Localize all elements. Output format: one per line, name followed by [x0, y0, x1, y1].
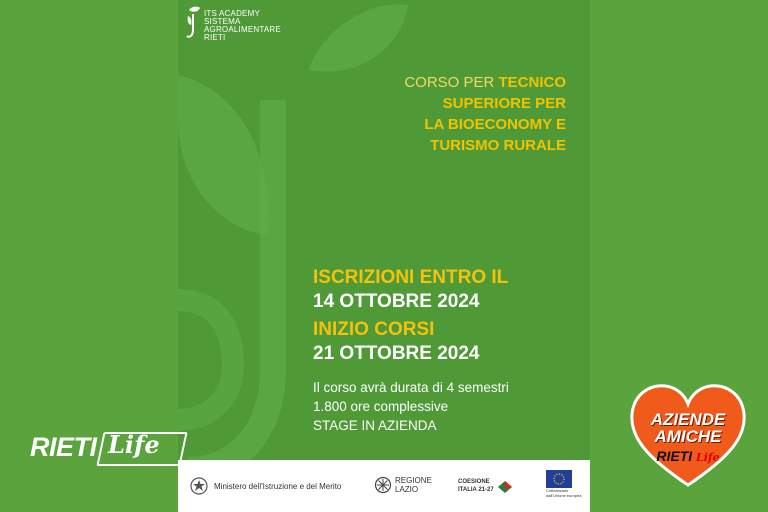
coesione-line-1: COESIONE — [458, 479, 490, 485]
regione-line-2: LAZIO — [395, 485, 419, 494]
logo-line-3: AGROALIMENTARE — [204, 25, 281, 34]
coesione-italia-logo — [458, 477, 514, 495]
watermark-life: Life — [108, 430, 160, 459]
course-title — [404, 72, 566, 156]
course-poster — [178, 0, 590, 512]
badge-line-3 — [628, 448, 748, 464]
ministry-name: Ministero dell'Istruzione e del Merito — [214, 481, 342, 491]
course-info — [313, 378, 509, 435]
enroll-label: ISCRIZIONI ENTRO IL — [313, 267, 509, 288]
badge-rieti: RIETI — [656, 448, 693, 464]
eu-caption: Cofinanziato dall'Unione europea — [546, 488, 582, 498]
aziende-amiche-badge — [628, 380, 748, 490]
course-line-4: TURISMO RURALE — [430, 137, 566, 154]
rieti-life-watermark — [30, 430, 180, 466]
ministry-logo — [190, 476, 341, 496]
info-stage: STAGE IN AZIENDA — [313, 418, 437, 433]
enroll-date: 14 OTTOBRE 2024 — [313, 291, 480, 312]
start-date: 21 OTTOBRE 2024 — [313, 343, 480, 364]
regione-lazio-icon — [374, 476, 392, 494]
coesione-line-2: ITALIA 21-27 — [458, 487, 494, 493]
badge-line-2: AMICHE — [654, 427, 722, 446]
logo-line-1: ITS ACADEMY — [204, 9, 260, 18]
badge-line-1: AZIENDE — [650, 410, 726, 429]
logo-line-4: RIETI — [204, 33, 226, 42]
course-line-1: TECNICO — [498, 74, 566, 91]
watermark-rieti: RIETI — [30, 432, 97, 462]
coesione-icon — [496, 477, 514, 495]
logo-line-2: SISTEMA — [204, 17, 241, 26]
info-duration: Il corso avrà durata di 4 semestri — [313, 380, 509, 395]
eu-logo — [546, 470, 586, 498]
badge-life: Life — [696, 451, 720, 464]
its-academy-logo — [186, 6, 296, 46]
italian-emblem-icon — [190, 476, 208, 496]
course-prefix: CORSO PER — [404, 74, 495, 91]
regione-lazio-logo — [374, 476, 432, 494]
sprout-logo-icon — [186, 6, 202, 40]
key-dates — [313, 266, 508, 366]
course-line-3: LA BIOECONOMY E — [424, 116, 566, 133]
course-line-2: SUPERIORE PER — [442, 95, 566, 112]
eu-flag-icon — [546, 470, 572, 488]
start-label: INIZIO CORSI — [313, 319, 435, 340]
sponsor-footer — [178, 460, 590, 512]
regione-line-1: REGIONE — [395, 476, 432, 485]
info-hours: 1.800 ore complessive — [313, 399, 449, 414]
